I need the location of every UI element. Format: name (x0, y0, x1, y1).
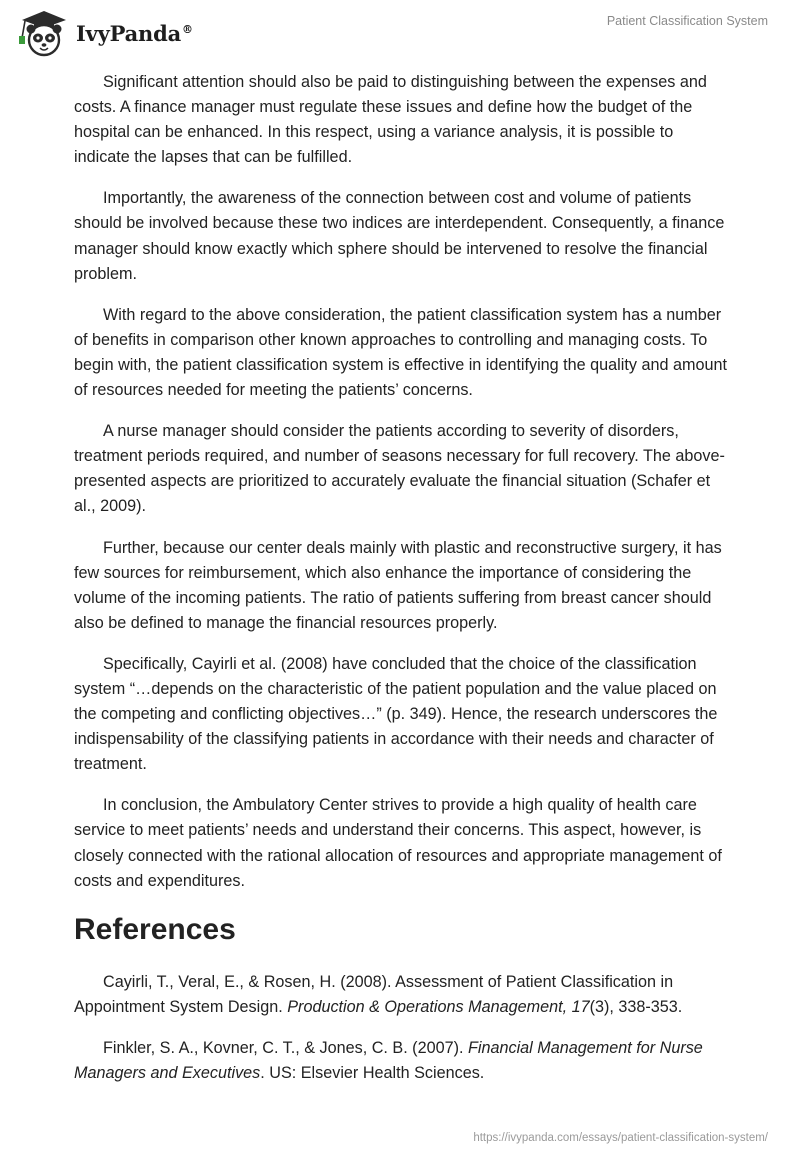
paragraph: Specifically, Cayirli et al. (2008) have concluded that the choice of the classification system “…depends on the characteristic of the patient population and the value placed on the competing and conflicting objectives…” (p. 349). Hence, the research underscores the indispensability of the classifying patients in accordance with their needs and character of treatment. (74, 654, 718, 774)
essay-body (74, 70, 730, 1102)
reference-entry: Cayirli, T., Veral, E., & Rosen, H. (2008). Assessment of Patient Classification in Appointment System Design. Production & Operations Management, 17(3), 338-353. (74, 972, 683, 1016)
brand-name: IvyPanda® (76, 20, 193, 46)
paragraph: Importantly, the awareness of the connection between cost and volume of patients should be involved because these two indices are interdependent. Consequently, a finance manager should know exactly which sphere should be intervened to resolve the financial problem. (74, 189, 725, 283)
paragraph: In conclusion, the Ambulatory Center strives to provide a high quality of health care service to meet patients’ needs and understand their concerns. This aspect, however, is closely connected with the rational allocation of resources and appropriate management of costs and expenditures. (74, 796, 722, 890)
document-title: Patient Classification System (606, 14, 768, 28)
paragraph: With regard to the above consideration, the patient classification system has a number of benefits in comparison other known approaches to controlling and managing costs. To begin with, the patient classification system is effective in identifying the quality and amount of resources needed for meeting the patients’ concerns. (74, 305, 727, 400)
reference-entry: Finkler, S. A., Kovner, C. T., & Jones, C. B. (2007). Financial Management for Nurse Managers and Executives. US: Elsevier Health Sciences. (74, 1038, 703, 1082)
page-header (0, 0, 800, 60)
brand-logo[interactable] (14, 8, 193, 58)
paragraph: Significant attention should also be paid to distinguishing between the expenses and costs. A finance manager must regulate these issues and define how the budget of the hospital can be enhanced. In this respect, using a variance analysis, it is possible to indicate the lapses that can be fulfilled. (74, 73, 707, 167)
paragraph: Further, because our center deals mainly with plastic and reconstructive surgery, it has few sources for reimbursement, which also enhance the importance of considering the volume of the incoming patients. The ratio of patients suffering from breast cancer should also be defined to manage the financial resources properly. (74, 538, 722, 632)
paragraph: A nurse manager should consider the patients according to severity of disorders, treatment periods required, and number of seasons necessary for full recovery. The above-presented aspects are prioritized to accurately evaluate the financial situation (Schafer et al., 2009). (74, 422, 725, 516)
source-url[interactable]: https://ivypanda.com/essays/patient-classification-system/ (473, 1132, 768, 1144)
references-heading: References (74, 912, 236, 946)
panda-graduate-icon (14, 8, 72, 58)
